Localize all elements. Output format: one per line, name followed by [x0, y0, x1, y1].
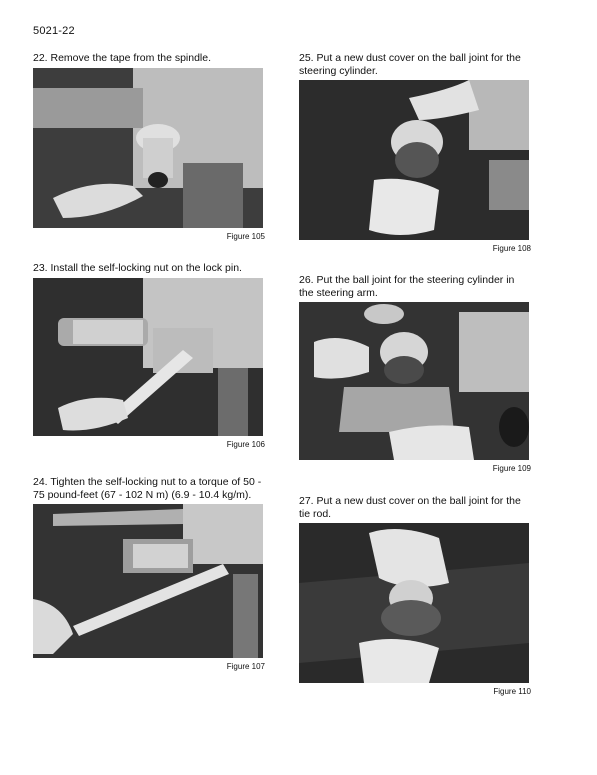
step-27: [299, 495, 531, 696]
step-22: [33, 52, 265, 241]
step-text: 22. Remove the tape from the spindle.: [33, 52, 212, 64]
figure-caption: Figure 105: [226, 231, 265, 241]
figure-caption: Figure 108: [492, 244, 531, 253]
step-text: 27. Put a new dust cover on the ball joint for the tie rod.: [299, 495, 521, 520]
figure-caption: Figure 107: [226, 662, 265, 671]
step-text: 24. Tighten the self-locking nut to a torque of 50 - 75 pound-feet (67 - 102 N m) (6.9 - 10.4 kg/m).: [33, 476, 262, 501]
figure-108-photo: [299, 80, 529, 240]
step-text: 25. Put a new dust cover on the ball joint for the steering cylinder.: [299, 52, 521, 77]
figure-106-photo: [33, 278, 263, 436]
step-25: [299, 52, 531, 253]
page-number: 5021-22: [33, 25, 75, 37]
figure-107-photo: [33, 504, 263, 658]
step-23: [33, 262, 265, 449]
step-text: 23. Install the self-locking nut on the lock pin.: [33, 262, 242, 274]
step-24: [33, 476, 265, 671]
figure-105-photo: [33, 68, 263, 228]
step-text: 26. Put the ball joint for the steering cylinder in the steering arm.: [299, 274, 515, 299]
figure-109-photo: [299, 302, 529, 460]
figure-caption: Figure 106: [226, 439, 265, 449]
figure-caption: Figure 109: [492, 464, 531, 473]
step-26: [299, 274, 531, 473]
figure-caption: Figure 110: [493, 687, 531, 696]
figure-110-photo: [299, 523, 529, 683]
